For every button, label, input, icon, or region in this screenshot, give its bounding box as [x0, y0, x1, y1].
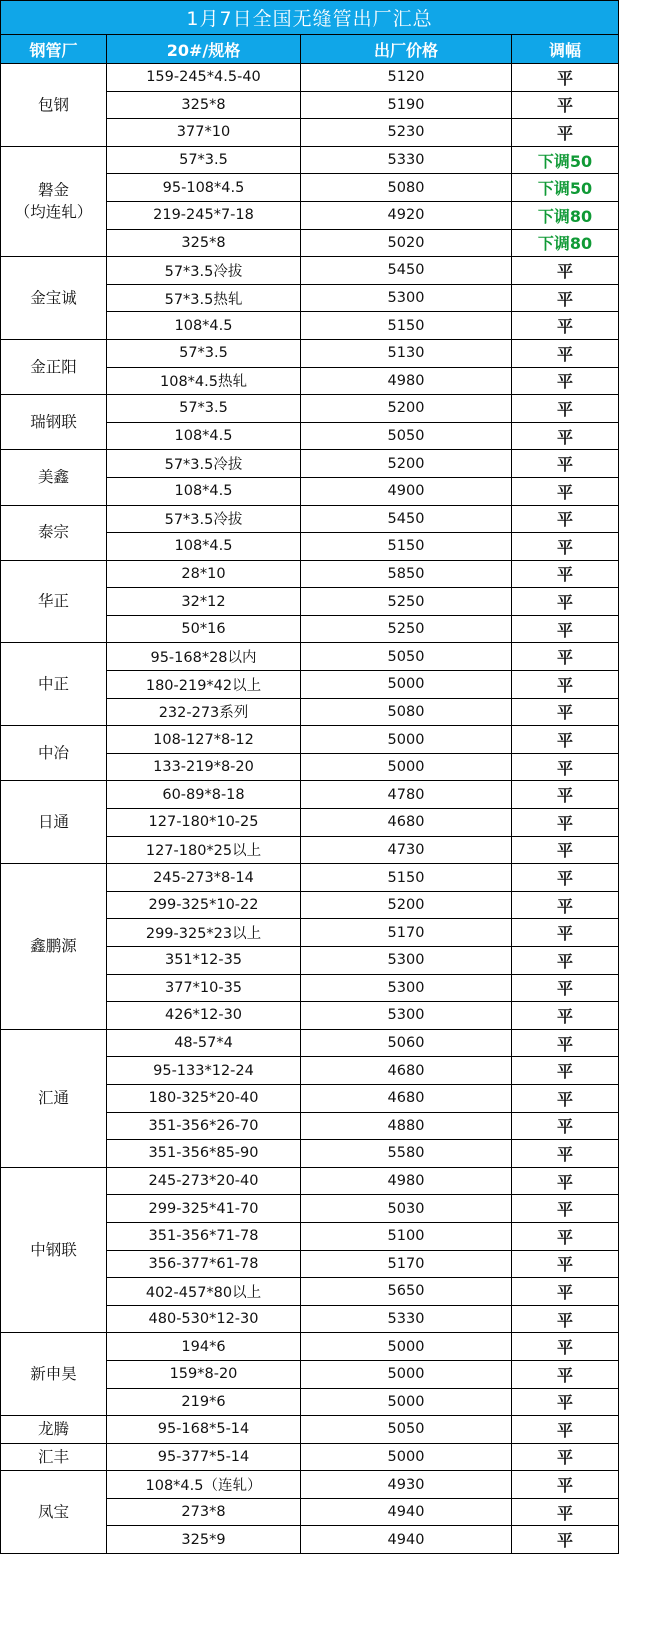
change-cell: 平	[512, 450, 619, 478]
change-cell: 平	[512, 947, 619, 975]
change-cell: 平	[512, 698, 619, 726]
spec-cell: 108*4.5	[107, 422, 301, 450]
spec-cell: 50*16	[107, 615, 301, 643]
price-cell: 5300	[301, 1002, 512, 1030]
spec-cell: 351-356*71-78	[107, 1222, 301, 1250]
spec-cell: 351-356*26-70	[107, 1112, 301, 1140]
price-cell: 5190	[301, 91, 512, 119]
spec-cell: 194*6	[107, 1333, 301, 1361]
price-cell: 5300	[301, 974, 512, 1002]
spec-cell: 108*4.5	[107, 533, 301, 561]
price-cell: 5250	[301, 615, 512, 643]
change-cell: 平	[512, 1167, 619, 1195]
table-row	[1, 560, 619, 588]
change-cell: 平	[512, 809, 619, 837]
change-cell: 平	[512, 1498, 619, 1526]
header-price: 出厂价格	[301, 35, 512, 64]
change-cell: 下调50	[512, 146, 619, 174]
change-cell: 平	[512, 1333, 619, 1361]
spec-cell: 28*10	[107, 560, 301, 588]
price-cell: 5080	[301, 698, 512, 726]
table-row	[1, 1333, 619, 1361]
price-cell: 5150	[301, 312, 512, 340]
table-row	[1, 505, 619, 533]
spec-cell: 127-180*10-25	[107, 809, 301, 837]
price-cell: 5200	[301, 450, 512, 478]
price-cell: 4780	[301, 781, 512, 809]
change-cell: 平	[512, 671, 619, 699]
mill-name-cell: 包钢	[1, 64, 107, 147]
spec-cell: 402-457*80以上	[107, 1278, 301, 1306]
change-cell: 平	[512, 395, 619, 423]
spec-cell: 219*6	[107, 1388, 301, 1416]
price-cell: 4680	[301, 1057, 512, 1085]
spec-cell: 273*8	[107, 1498, 301, 1526]
change-cell: 平	[512, 588, 619, 616]
header-spec: 20#/规格	[107, 35, 301, 64]
price-cell: 5650	[301, 1278, 512, 1306]
change-cell: 平	[512, 1416, 619, 1444]
price-cell: 4900	[301, 477, 512, 505]
change-cell: 平	[512, 1250, 619, 1278]
price-cell: 5060	[301, 1029, 512, 1057]
change-cell: 平	[512, 1112, 619, 1140]
spec-cell: 108-127*8-12	[107, 726, 301, 754]
change-cell: 平	[512, 1471, 619, 1499]
change-cell: 平	[512, 64, 619, 92]
change-cell: 下调50	[512, 174, 619, 202]
table-row	[1, 146, 619, 174]
spec-cell: 480-530*12-30	[107, 1305, 301, 1333]
table-row	[1, 1416, 619, 1444]
change-cell: 平	[512, 367, 619, 395]
price-cell: 5330	[301, 146, 512, 174]
price-cell: 4940	[301, 1526, 512, 1554]
price-cell: 5000	[301, 1388, 512, 1416]
spec-cell: 180-325*20-40	[107, 1084, 301, 1112]
spec-cell: 377*10-35	[107, 974, 301, 1002]
table-row	[1, 643, 619, 671]
price-cell: 5150	[301, 864, 512, 892]
spec-cell: 180-219*42以上	[107, 671, 301, 699]
price-cell: 4680	[301, 1084, 512, 1112]
change-cell: 平	[512, 919, 619, 947]
price-cell: 5000	[301, 1360, 512, 1388]
change-cell: 平	[512, 312, 619, 340]
change-cell: 平	[512, 560, 619, 588]
mill-name-cell: 新申昊	[1, 1333, 107, 1416]
change-cell: 平	[512, 1526, 619, 1554]
title-row	[1, 1, 619, 35]
change-cell: 平	[512, 726, 619, 754]
spec-cell: 57*3.5热轧	[107, 284, 301, 312]
price-cell: 4930	[301, 1471, 512, 1499]
price-cell: 4980	[301, 367, 512, 395]
mill-name-cell: 中正	[1, 643, 107, 726]
price-cell: 5450	[301, 257, 512, 285]
change-cell: 平	[512, 864, 619, 892]
spec-cell: 57*3.5冷拔	[107, 257, 301, 285]
price-cell: 5580	[301, 1140, 512, 1168]
change-cell: 平	[512, 477, 619, 505]
spec-cell: 219-245*7-18	[107, 201, 301, 229]
price-cell: 4680	[301, 809, 512, 837]
price-cell: 5020	[301, 229, 512, 257]
change-cell: 平	[512, 533, 619, 561]
price-cell: 4880	[301, 1112, 512, 1140]
price-cell: 5000	[301, 1333, 512, 1361]
spec-cell: 325*8	[107, 91, 301, 119]
price-cell: 4940	[301, 1498, 512, 1526]
table-row	[1, 781, 619, 809]
header-row	[1, 35, 619, 64]
spec-cell: 159*8-20	[107, 1360, 301, 1388]
price-cell: 4730	[301, 836, 512, 864]
change-cell: 平	[512, 1084, 619, 1112]
price-cell: 5100	[301, 1222, 512, 1250]
price-cell: 5330	[301, 1305, 512, 1333]
spec-cell: 95-168*5-14	[107, 1416, 301, 1444]
spec-cell: 232-273系列	[107, 698, 301, 726]
header-mill: 钢管厂	[1, 35, 107, 64]
price-cell: 5150	[301, 533, 512, 561]
spec-cell: 57*3.5冷拔	[107, 450, 301, 478]
price-cell: 4980	[301, 1167, 512, 1195]
spec-cell: 57*3.5	[107, 339, 301, 367]
price-cell: 5050	[301, 1416, 512, 1444]
spec-cell: 48-57*4	[107, 1029, 301, 1057]
mill-name-cell: 中冶	[1, 726, 107, 781]
spec-cell: 57*3.5冷拔	[107, 505, 301, 533]
table-row	[1, 1443, 619, 1471]
spec-cell: 95-133*12-24	[107, 1057, 301, 1085]
spec-cell: 32*12	[107, 588, 301, 616]
change-cell: 平	[512, 339, 619, 367]
change-cell: 平	[512, 781, 619, 809]
spec-cell: 57*3.5	[107, 146, 301, 174]
spec-cell: 108*4.5热轧	[107, 367, 301, 395]
spec-cell: 325*9	[107, 1526, 301, 1554]
table-row	[1, 64, 619, 92]
spec-cell: 299-325*10-22	[107, 891, 301, 919]
price-cell: 5050	[301, 422, 512, 450]
mill-name-cell: 华正	[1, 560, 107, 643]
spec-cell: 159-245*4.5-40	[107, 64, 301, 92]
spec-cell: 95-168*28以内	[107, 643, 301, 671]
price-cell: 5000	[301, 1443, 512, 1471]
price-cell: 5200	[301, 891, 512, 919]
table-row	[1, 726, 619, 754]
price-cell: 5300	[301, 284, 512, 312]
change-cell: 平	[512, 836, 619, 864]
price-cell: 5000	[301, 753, 512, 781]
spec-cell: 325*8	[107, 229, 301, 257]
mill-name-cell: 泰宗	[1, 505, 107, 560]
mill-name-cell: 中钢联	[1, 1167, 107, 1333]
change-cell: 平	[512, 257, 619, 285]
spec-cell: 351-356*85-90	[107, 1140, 301, 1168]
price-cell: 5170	[301, 919, 512, 947]
mill-name-cell: 日通	[1, 781, 107, 864]
mill-name-cell: 鑫鹏源	[1, 864, 107, 1030]
spec-cell: 108*4.5	[107, 312, 301, 340]
price-cell: 5450	[301, 505, 512, 533]
mill-name-cell: 金正阳	[1, 339, 107, 394]
change-cell: 平	[512, 119, 619, 147]
price-cell: 5120	[301, 64, 512, 92]
change-cell: 下调80	[512, 201, 619, 229]
change-cell: 平	[512, 753, 619, 781]
mill-name-cell: 汇通	[1, 1029, 107, 1167]
table-row	[1, 864, 619, 892]
spec-cell: 377*10	[107, 119, 301, 147]
spec-cell: 108*4.5（连轧）	[107, 1471, 301, 1499]
change-cell: 平	[512, 1222, 619, 1250]
change-cell: 平	[512, 1195, 619, 1223]
spec-cell: 133-219*8-20	[107, 753, 301, 781]
table-row	[1, 1029, 619, 1057]
change-cell: 平	[512, 974, 619, 1002]
header-change: 调幅	[512, 35, 619, 64]
change-cell: 平	[512, 615, 619, 643]
table-row	[1, 339, 619, 367]
change-cell: 平	[512, 91, 619, 119]
price-cell: 5850	[301, 560, 512, 588]
mill-name-cell: 龙腾	[1, 1416, 107, 1444]
price-cell: 5030	[301, 1195, 512, 1223]
price-cell: 5050	[301, 643, 512, 671]
price-cell: 5200	[301, 395, 512, 423]
mill-name-cell: 磐金 （均连轧）	[1, 146, 107, 256]
price-cell: 5250	[301, 588, 512, 616]
sheet-title: 1月7日全国无缝管出厂汇总	[1, 1, 619, 35]
change-cell: 平	[512, 643, 619, 671]
table-row	[1, 1167, 619, 1195]
mill-name-cell: 汇丰	[1, 1443, 107, 1471]
price-cell: 5170	[301, 1250, 512, 1278]
price-cell: 5300	[301, 947, 512, 975]
spec-cell: 299-325*41-70	[107, 1195, 301, 1223]
table-row	[1, 257, 619, 285]
table-row	[1, 450, 619, 478]
change-cell: 平	[512, 284, 619, 312]
change-cell: 平	[512, 1029, 619, 1057]
mill-name-cell: 金宝诚	[1, 257, 107, 340]
price-cell: 5000	[301, 671, 512, 699]
price-cell: 4920	[301, 201, 512, 229]
change-cell: 下调80	[512, 229, 619, 257]
change-cell: 平	[512, 1360, 619, 1388]
change-cell: 平	[512, 1388, 619, 1416]
spec-cell: 57*3.5	[107, 395, 301, 423]
spec-cell: 127-180*25以上	[107, 836, 301, 864]
price-cell: 5130	[301, 339, 512, 367]
table-row	[1, 1471, 619, 1499]
change-cell: 平	[512, 1057, 619, 1085]
spec-cell: 351*12-35	[107, 947, 301, 975]
change-cell: 平	[512, 422, 619, 450]
mill-name-cell: 凤宝	[1, 1471, 107, 1554]
spec-cell: 108*4.5	[107, 477, 301, 505]
spec-cell: 245-273*20-40	[107, 1167, 301, 1195]
mill-name-cell: 美鑫	[1, 450, 107, 505]
spec-cell: 299-325*23以上	[107, 919, 301, 947]
table-row	[1, 395, 619, 423]
price-cell: 5230	[301, 119, 512, 147]
change-cell: 平	[512, 891, 619, 919]
change-cell: 平	[512, 1140, 619, 1168]
spec-cell: 95-377*5-14	[107, 1443, 301, 1471]
change-cell: 平	[512, 1443, 619, 1471]
spec-cell: 245-273*8-14	[107, 864, 301, 892]
spec-cell: 95-108*4.5	[107, 174, 301, 202]
spec-cell: 60-89*8-18	[107, 781, 301, 809]
change-cell: 平	[512, 505, 619, 533]
change-cell: 平	[512, 1002, 619, 1030]
change-cell: 平	[512, 1305, 619, 1333]
mill-name-cell: 瑞钢联	[1, 395, 107, 450]
price-cell: 5080	[301, 174, 512, 202]
price-cell: 5000	[301, 726, 512, 754]
spec-cell: 356-377*61-78	[107, 1250, 301, 1278]
spec-cell: 426*12-30	[107, 1002, 301, 1030]
change-cell: 平	[512, 1278, 619, 1306]
